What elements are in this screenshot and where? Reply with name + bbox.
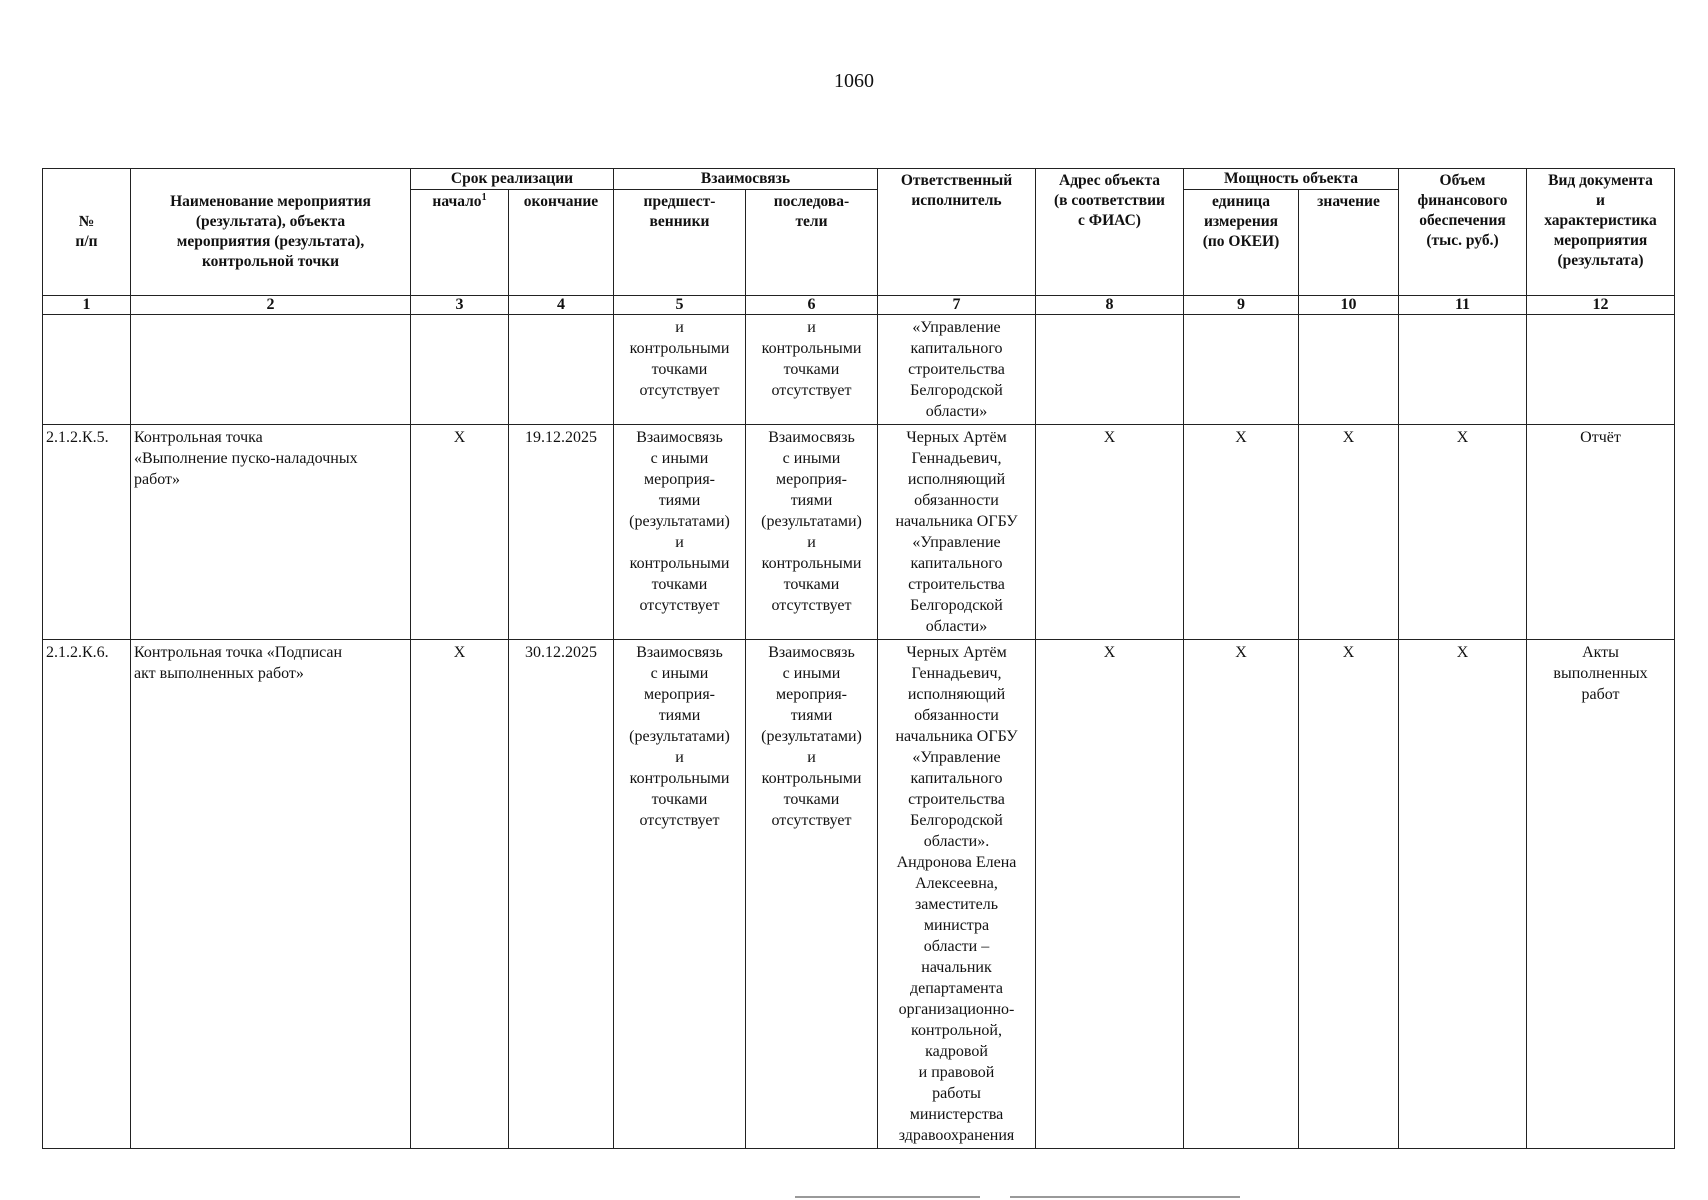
cell-predecessors: Взаимосвязь с иными мероприя- тиями (результатами) и контрольными точками отсутствует <box>614 425 746 640</box>
cell-successors: Взаимосвязь с иными мероприя- тиями (результатами) и контрольными точками отсутствует <box>746 425 878 640</box>
column-number-row <box>43 296 1675 315</box>
cell-name <box>131 315 411 425</box>
header-successors: последова- тели <box>746 190 878 296</box>
header-document: Вид документа и характеристика мероприятия (результата) <box>1527 169 1675 296</box>
cell-address: X <box>1036 640 1184 1149</box>
cell-document: Отчёт <box>1527 425 1675 640</box>
header-link-group: Взаимосвязь <box>614 169 878 190</box>
cell-end: 19.12.2025 <box>509 425 614 640</box>
header-address: Адрес объекта (в соответствии с ФИАС) <box>1036 169 1184 296</box>
cell-start <box>411 315 509 425</box>
cell-address: X <box>1036 425 1184 640</box>
header-power-group: Мощность объекта <box>1184 169 1399 190</box>
cell-name: Контрольная точка «Подписан акт выполненных работ» <box>131 640 411 1149</box>
column-number: 11 <box>1399 296 1527 315</box>
cell-successors: Взаимосвязь с иными мероприя- тиями (результатами) и контрольными точками отсутствует <box>746 640 878 1149</box>
cell-address <box>1036 315 1184 425</box>
cell-end: 30.12.2025 <box>509 640 614 1149</box>
cell-value: X <box>1299 425 1399 640</box>
column-number: 5 <box>614 296 746 315</box>
header-term-group: Срок реализации <box>411 169 614 190</box>
cell-document: Акты выполненных работ <box>1527 640 1675 1149</box>
header-name: Наименование мероприятия (результата), объекта мероприятия (результата), контрольной точки <box>131 169 411 296</box>
header-row-1 <box>43 169 1675 190</box>
column-number: 9 <box>1184 296 1299 315</box>
column-number: 2 <box>131 296 411 315</box>
cell-start: X <box>411 425 509 640</box>
cell-unit: X <box>1184 640 1299 1149</box>
cell-unit <box>1184 315 1299 425</box>
cell-value <box>1299 315 1399 425</box>
cell-num: 2.1.2.К.6. <box>43 640 131 1149</box>
cell-end <box>509 315 614 425</box>
cell-predecessors: и контрольными точками отсутствует <box>614 315 746 425</box>
cell-document <box>1527 315 1675 425</box>
column-number: 1 <box>43 296 131 315</box>
cell-financing <box>1399 315 1527 425</box>
column-number: 6 <box>746 296 878 315</box>
cell-num <box>43 315 131 425</box>
header-predecessors: предшест- венники <box>614 190 746 296</box>
header-unit: единица измерения (по ОКЕИ) <box>1184 190 1299 296</box>
cell-financing: X <box>1399 640 1527 1149</box>
cell-start: X <box>411 640 509 1149</box>
column-number: 10 <box>1299 296 1399 315</box>
table-row <box>43 640 1675 1149</box>
cell-responsible: Черных Артём Геннадьевич, исполняющий обязанности начальника ОГБУ «Управление капитального строительства Белгородской области» <box>878 425 1036 640</box>
page-number: 1060 <box>834 70 874 92</box>
cell-unit: X <box>1184 425 1299 640</box>
header-value: значение <box>1299 190 1399 296</box>
activity-table <box>42 168 1675 1149</box>
scan-artifact-line <box>1010 1196 1240 1198</box>
column-number: 3 <box>411 296 509 315</box>
cell-successors: и контрольными точками отсутствует <box>746 315 878 425</box>
column-number: 8 <box>1036 296 1184 315</box>
scan-artifact-line <box>795 1196 980 1198</box>
column-number: 12 <box>1527 296 1675 315</box>
footnote-mark: 1 <box>481 191 487 203</box>
header-end: окончание <box>509 190 614 296</box>
column-number: 4 <box>509 296 614 315</box>
cell-num: 2.1.2.К.5. <box>43 425 131 640</box>
table-row <box>43 315 1675 425</box>
cell-value: X <box>1299 640 1399 1149</box>
cell-name: Контрольная точка «Выполнение пуско-наладочных работ» <box>131 425 411 640</box>
cell-predecessors: Взаимосвязь с иными мероприя- тиями (результатами) и контрольными точками отсутствует <box>614 640 746 1149</box>
header-responsible: Ответственный исполнитель <box>878 169 1036 296</box>
cell-responsible: Черных Артём Геннадьевич, исполняющий обязанности начальника ОГБУ «Управление капитального строительства Белгородской области». Андронова Елена Алексеевна, заместитель министра области – начальник департамента организационно- контрольной, кадровой и правовой работы министерства здравоохранения <box>878 640 1036 1149</box>
header-start: начало$^1$ <box>411 190 509 296</box>
cell-responsible: «Управление капитального строительства Белгородской области» <box>878 315 1036 425</box>
header-financing: Объем финансового обеспечения (тыс. руб.) <box>1399 169 1527 296</box>
column-number: 7 <box>878 296 1036 315</box>
header-num: № п/п <box>43 169 131 296</box>
cell-financing: X <box>1399 425 1527 640</box>
table-row <box>43 425 1675 640</box>
